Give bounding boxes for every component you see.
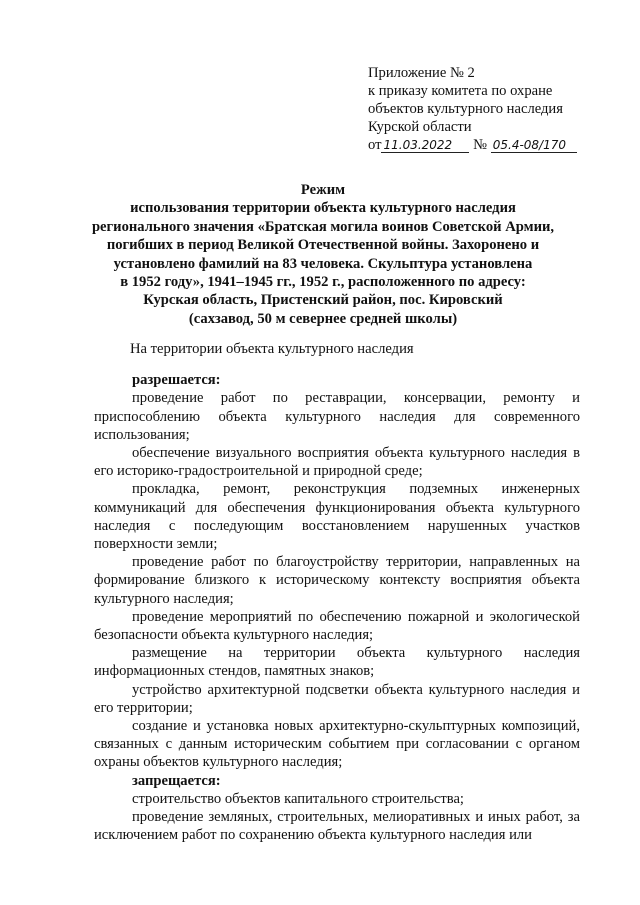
title-line: в 1952 году», 1941–1945 гг., 1952 г., расположенного по адресу: — [120, 274, 526, 291]
forbidden-heading: запрещается: — [132, 772, 221, 789]
handwritten-number: 05.4-08/170 — [491, 138, 577, 153]
document-body — [94, 340, 580, 844]
appendix-title: Приложение № 2 — [368, 65, 475, 81]
title-line: (сахзавод, 50 м севернее средней школы) — [188, 310, 458, 327]
intro-text: На территории объекта культурного наследия — [130, 341, 414, 357]
allowed-item: создание и установка новых архитектурно-скульптурных композиций, связанных с данным историческим событием при согласовании с органом охраны объектов культурного наследия; — [94, 718, 580, 771]
appendix-objects-line: объектов культурного наследия — [368, 101, 563, 117]
handwritten-date: 11.03.2022 — [381, 138, 469, 153]
allowed-heading: разрешается: — [132, 372, 221, 389]
date-prefix: от — [368, 137, 382, 153]
allowed-item: устройство архитектурной подсветки объекта культурного наследия и его территории; — [94, 681, 580, 716]
title-line: Режим — [300, 182, 346, 198]
appendix-order-line: к приказу комитета по охране — [368, 83, 553, 99]
appendix-block — [368, 64, 618, 154]
allowed-item: проведение мероприятий по обеспечению пожарной и экологической безопасности объекта культурного наследия; — [94, 608, 580, 644]
forbidden-item: строительство объектов капитального строительства; — [132, 790, 464, 807]
title-line: регионального значения «Братская могила воинов Советской Армии, — [91, 218, 555, 235]
forbidden-item: проведение земляных, строительных, мелиоративных и иных работ, за исключением работ по сохранению объекта культурного наследия или — [94, 809, 580, 844]
number-prefix: № — [473, 137, 488, 153]
allowed-item: прокладка, ремонт, реконструкция подземных инженерных коммуникаций для обеспечения функционирования объекта культурного наследия с последующим восстановлением нарушенных участков поверхности земли; — [94, 481, 580, 553]
title-line: погибших в период Великой Отечественной войны. Захоронено и — [106, 237, 540, 254]
appendix-date-number-line — [368, 136, 618, 154]
title-line: использования территории объекта культурного наследия — [130, 200, 516, 217]
allowed-item: проведение работ по реставрации, консервации, ремонту и приспособлению объекта культурного наследия для современного использования; — [94, 390, 580, 443]
title-line: установлено фамилий на 83 человека. Скульптура установлена — [113, 255, 533, 272]
title-line: Курская область, Пристенский район, пос. Кировский — [143, 292, 503, 309]
document-title — [88, 181, 558, 328]
allowed-item: проведение работ по благоустройству территории, направленных на формирование близкого к историческому контексту восприятия объекта культурного наследия; — [94, 554, 580, 607]
allowed-item: размещение на территории объекта культурного наследия информационных стендов, памятных знаков; — [94, 645, 580, 680]
appendix-region-line: Курской области — [368, 119, 472, 135]
allowed-item: обеспечение визуального восприятия объекта культурного наследия в его историко-градостроительной и природной среде; — [94, 445, 580, 480]
